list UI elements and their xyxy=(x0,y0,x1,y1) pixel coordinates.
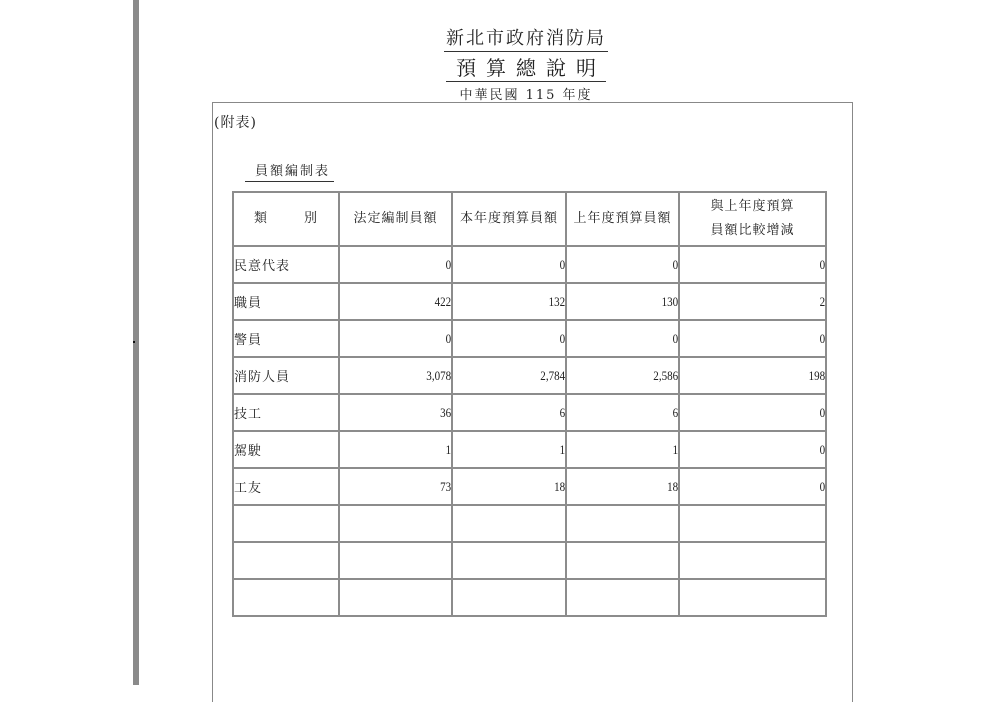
row-change: 0 xyxy=(701,246,826,283)
row-change: 0 xyxy=(701,320,826,357)
empty-cell xyxy=(339,579,452,616)
row-statutory: 36 xyxy=(356,394,452,431)
empty-cell xyxy=(233,579,339,616)
row-previous: 1 xyxy=(583,431,679,468)
row-current: 132 xyxy=(469,283,566,320)
header-change-line2: 員額比較增減 xyxy=(710,223,795,238)
row-category: 警員 xyxy=(233,320,339,357)
row-current: 0 xyxy=(469,320,566,357)
empty-table-row xyxy=(233,505,826,542)
row-current: 1 xyxy=(469,431,566,468)
header-statutory: 法定編制員額 xyxy=(339,192,452,246)
header-category-a: 類 xyxy=(253,211,268,226)
row-previous: 6 xyxy=(583,394,679,431)
annex-label: (附表) xyxy=(214,115,257,131)
row-statutory: 0 xyxy=(356,320,452,357)
empty-cell xyxy=(566,542,679,579)
header-change xyxy=(679,192,826,246)
header-category xyxy=(233,192,339,246)
page-mark xyxy=(133,341,135,343)
row-statutory: 422 xyxy=(356,283,452,320)
fiscal-year: 中華民國 115 年度 xyxy=(459,88,593,103)
empty-cell xyxy=(339,505,452,542)
fiscal-year-block xyxy=(0,84,1000,103)
row-statutory: 3,078 xyxy=(356,357,452,394)
table-row xyxy=(233,320,826,357)
row-current: 2,784 xyxy=(469,357,566,394)
header-category-b: 別 xyxy=(304,211,319,226)
empty-cell xyxy=(339,542,452,579)
row-change: 2 xyxy=(701,283,826,320)
row-category: 工友 xyxy=(233,468,339,505)
table-row xyxy=(233,394,826,431)
empty-cell xyxy=(233,542,339,579)
table-row xyxy=(233,468,826,505)
empty-cell xyxy=(679,505,826,542)
header-previous-budget: 上年度預算員額 xyxy=(566,192,679,246)
document-title: 預算總說明 xyxy=(446,56,606,82)
table-row xyxy=(233,246,826,283)
document-title-block xyxy=(0,56,1000,82)
empty-cell xyxy=(566,579,679,616)
row-change: 0 xyxy=(701,468,826,505)
empty-cell xyxy=(452,579,566,616)
row-category: 民意代表 xyxy=(233,246,339,283)
row-current: 18 xyxy=(469,468,566,505)
row-statutory: 1 xyxy=(356,431,452,468)
row-statutory: 73 xyxy=(356,468,452,505)
row-statutory: 0 xyxy=(356,246,452,283)
table-row xyxy=(233,431,826,468)
row-change: 0 xyxy=(701,394,826,431)
row-category: 技工 xyxy=(233,394,339,431)
empty-cell xyxy=(452,505,566,542)
agency-heading xyxy=(0,28,1000,52)
table-header-row xyxy=(233,192,826,246)
row-change: 0 xyxy=(701,431,826,468)
row-previous: 0 xyxy=(583,246,679,283)
row-category: 駕駛 xyxy=(233,431,339,468)
staff-establishment-table xyxy=(232,191,827,617)
row-current: 0 xyxy=(469,246,566,283)
row-change: 198 xyxy=(701,357,826,394)
row-previous: 18 xyxy=(583,468,679,505)
header-change-line1: 與上年度預算 xyxy=(710,199,795,214)
empty-cell xyxy=(452,542,566,579)
table-caption: 員額編制表 xyxy=(245,164,334,182)
agency-name: 新北市政府消防局 xyxy=(444,28,608,52)
row-previous: 130 xyxy=(583,283,679,320)
header-current-budget: 本年度預算員額 xyxy=(452,192,566,246)
table-row xyxy=(233,357,826,394)
row-category: 消防人員 xyxy=(233,357,339,394)
empty-cell xyxy=(566,505,679,542)
row-previous: 2,586 xyxy=(583,357,679,394)
table-row xyxy=(233,283,826,320)
row-previous: 0 xyxy=(583,320,679,357)
empty-cell xyxy=(679,542,826,579)
empty-table-row xyxy=(233,579,826,616)
empty-cell xyxy=(233,505,339,542)
row-category: 職員 xyxy=(233,283,339,320)
empty-cell xyxy=(679,579,826,616)
table-body xyxy=(233,246,826,616)
empty-table-row xyxy=(233,542,826,579)
row-current: 6 xyxy=(469,394,566,431)
